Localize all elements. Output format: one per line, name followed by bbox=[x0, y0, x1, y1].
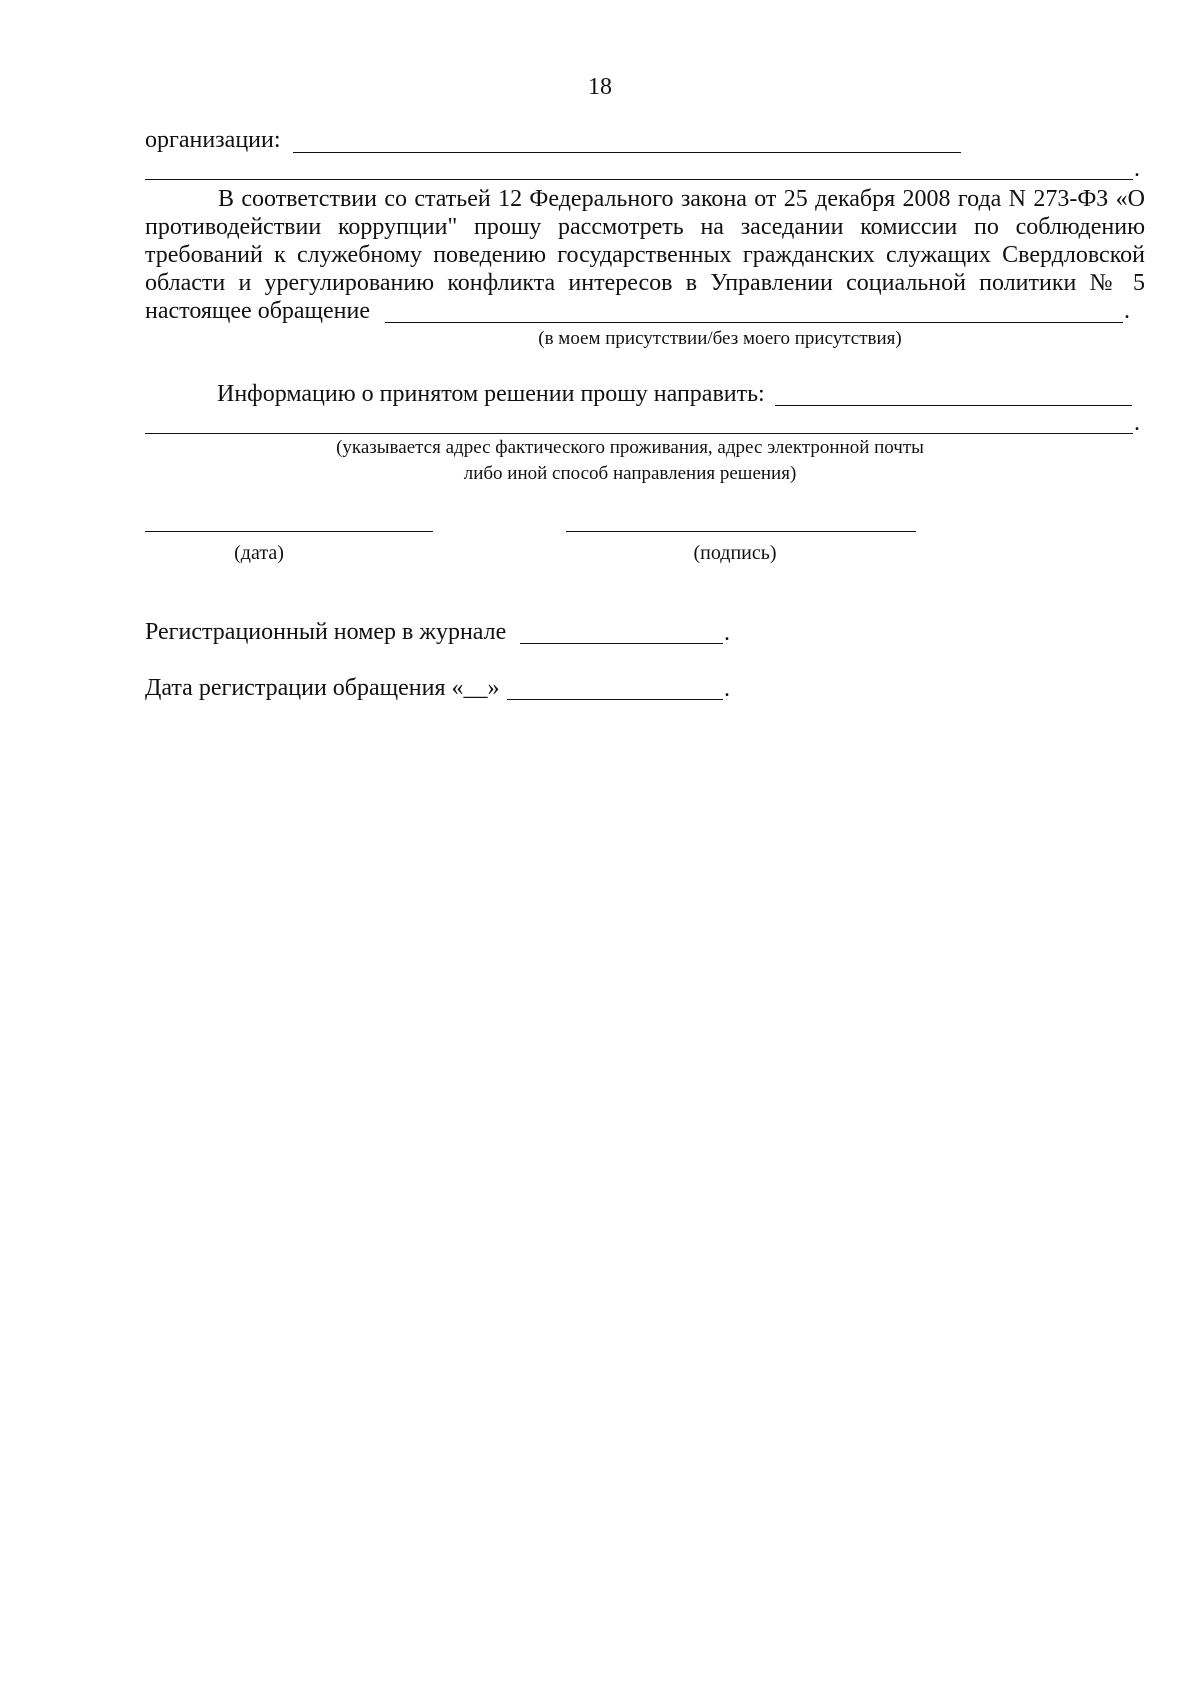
organization-field[interactable] bbox=[293, 152, 961, 153]
registration-date-field[interactable] bbox=[507, 699, 723, 700]
info-label: Информацию о принятом решении прошу направить: bbox=[217, 381, 765, 407]
signature-field[interactable] bbox=[566, 531, 916, 532]
registration-date-end-mark: . bbox=[724, 676, 730, 702]
registration-number-field[interactable] bbox=[520, 643, 723, 644]
presence-hint: (в моем присутствии/без моего присутствия) bbox=[538, 328, 902, 349]
appeal-label: настоящее обращение bbox=[145, 298, 371, 324]
organization-label: организации: bbox=[145, 127, 281, 153]
registration-number-label: Регистрационный номер в журнале bbox=[145, 619, 507, 645]
paragraph-line: требований к служебному поведению государственных гражданских служащих Свердловской bbox=[145, 242, 1145, 268]
date-field[interactable] bbox=[145, 531, 433, 532]
appeal-presence-field[interactable] bbox=[385, 322, 1123, 323]
registration-number-end-mark: . bbox=[724, 620, 730, 646]
info-end-mark: . bbox=[1134, 410, 1140, 436]
organization-end-mark: . bbox=[1134, 156, 1140, 182]
page-number: 18 bbox=[588, 74, 612, 100]
paragraph-line: В соответствии со статьей 12 Федерального закона от 25 декабря 2008 года N 273-ФЗ «О bbox=[218, 186, 1145, 212]
registration-date-label: Дата регистрации обращения «__» bbox=[145, 675, 500, 701]
date-label: (дата) bbox=[234, 542, 284, 564]
appeal-end-mark: . bbox=[1124, 298, 1130, 324]
main-paragraph bbox=[145, 185, 1145, 297]
paragraph-line: области и урегулированию конфликта интересов в Управлении социальной политики № 5 bbox=[145, 270, 1145, 296]
address-hint-line-2: либо иной способ направления решения) bbox=[463, 463, 797, 484]
paragraph-line: противодействии коррупции" прошу рассмотреть на заседании комиссии по соблюдению bbox=[145, 214, 1145, 240]
signature-label: (подпись) bbox=[693, 542, 777, 564]
organization-field-continued[interactable] bbox=[145, 179, 1133, 180]
info-field[interactable] bbox=[775, 405, 1132, 406]
address-hint-line-1: (указывается адрес фактического проживания, адрес электронной почты bbox=[336, 437, 924, 458]
info-field-continued[interactable] bbox=[145, 433, 1133, 434]
